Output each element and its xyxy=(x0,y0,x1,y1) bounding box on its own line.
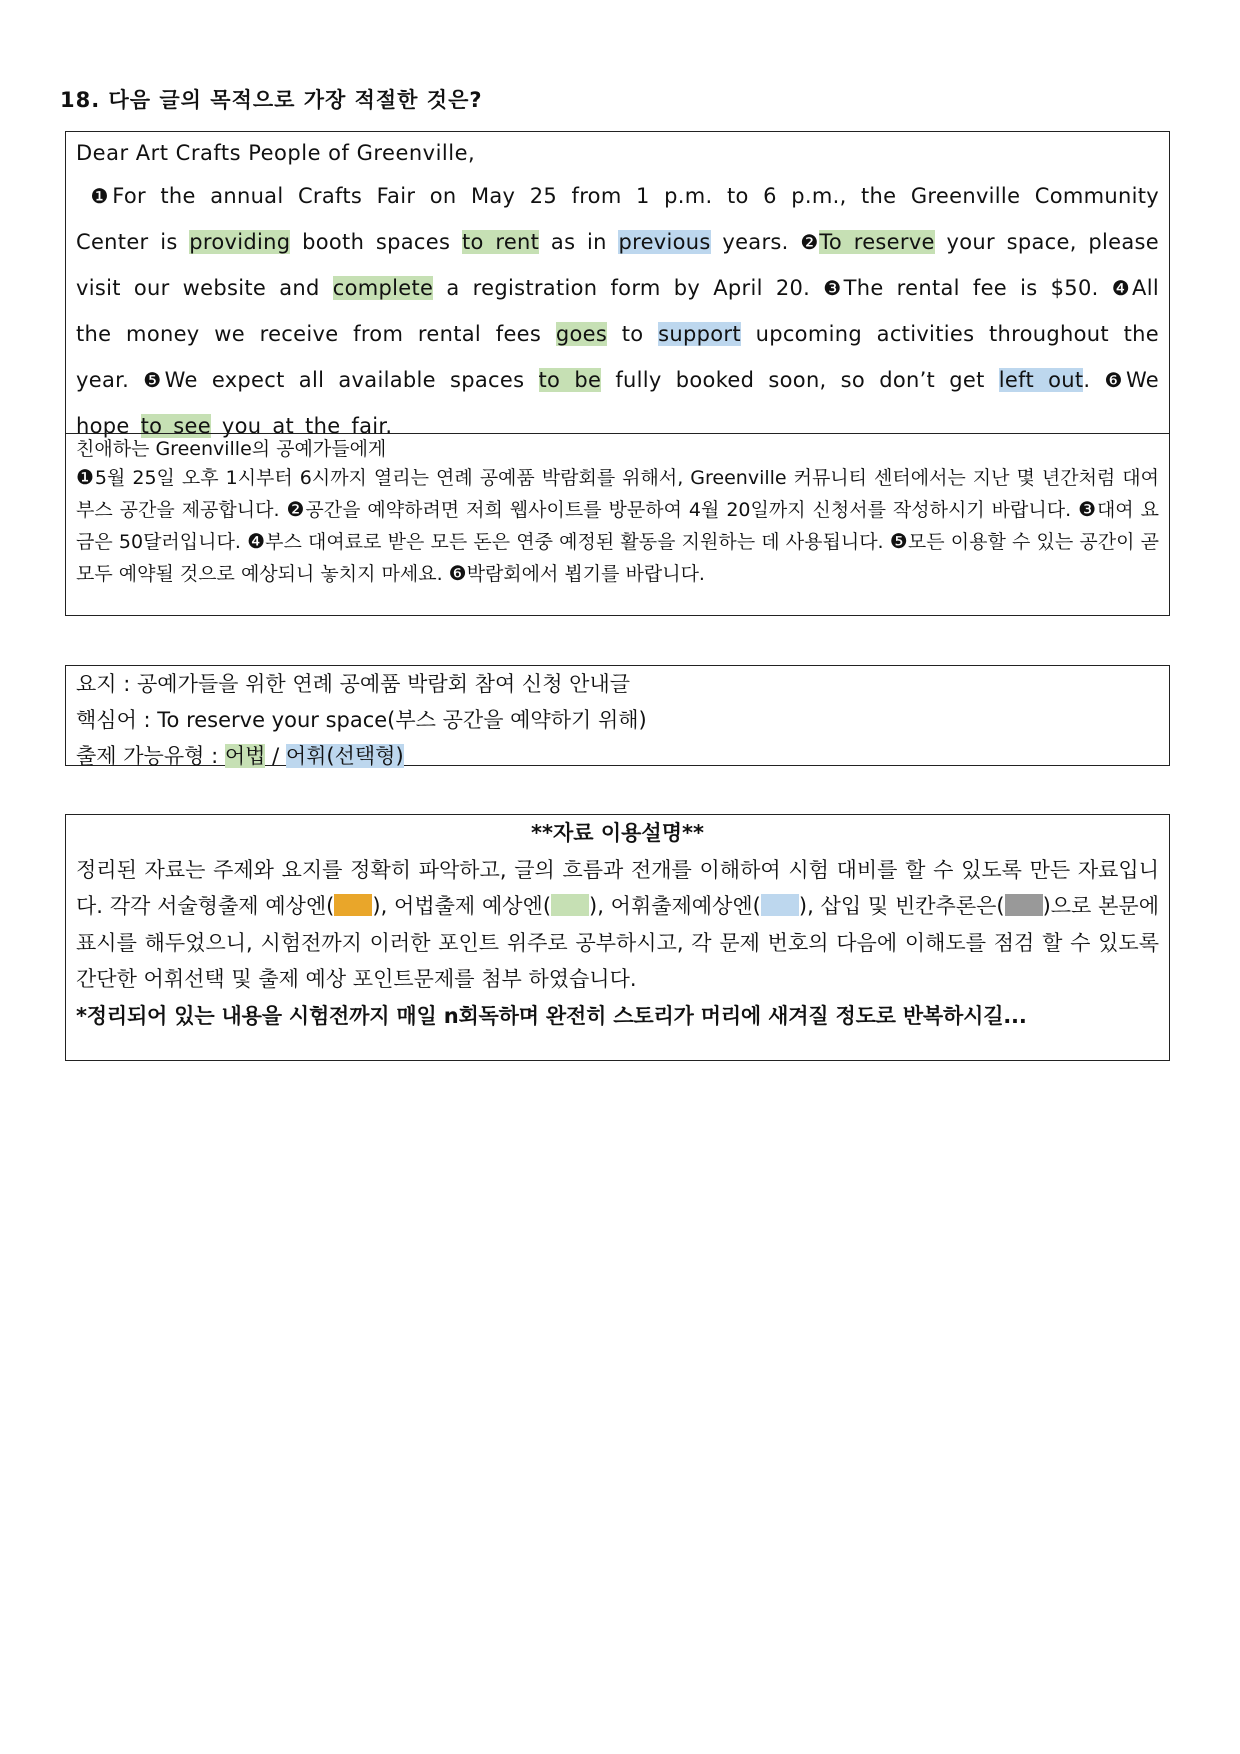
translation-sentence-1: 5월 25일 오후 1시부터 6시까지 열리는 연례 공예품 박람회를 위해서, Greenville 커뮤니티 센터에서는 지난 몇 년간처럼 대여 부스 공간을 제공합니다. xyxy=(76,467,1159,521)
grammar-highlight: to rent xyxy=(461,230,540,254)
sentence-text: years. xyxy=(710,230,801,254)
usage-title: **자료 이용설명** xyxy=(531,821,704,845)
sentence-number-5: ❺ xyxy=(143,368,165,392)
summary-box xyxy=(65,665,1170,766)
grammar-highlight: To reserve xyxy=(819,230,935,254)
sentence-text: upcoming activities throughout the year. xyxy=(76,322,1159,392)
translation-number-5: ❺ xyxy=(889,529,908,553)
grammar-highlight: to see xyxy=(140,414,211,438)
sentence-4-text: All the money we receive from rental fees xyxy=(76,276,1159,346)
passage-salutation: Dear Art Crafts People of Greenville, xyxy=(76,141,476,165)
translation-box xyxy=(65,433,1170,616)
sentence-3-text: The rental fee is $50. xyxy=(843,276,1112,300)
usage-text: ), 어법출제 예상엔( xyxy=(372,894,552,918)
translation-sentence-3: 대여 요금은 50달러입니다. xyxy=(76,499,1159,553)
usage-box xyxy=(65,814,1170,1061)
translation-number-2: ❷ xyxy=(286,497,306,521)
sentence-text: a registration form by April 20. xyxy=(433,276,824,300)
sentence-number-3: ❸ xyxy=(823,276,844,300)
sentence-number-4: ❹ xyxy=(1111,276,1133,300)
sentence-number-6: ❻ xyxy=(1104,368,1126,392)
translation-number-3: ❸ xyxy=(1078,497,1097,521)
translation-number-4: ❹ xyxy=(247,529,266,553)
grammar-color-swatch xyxy=(551,894,589,916)
translation-number-1: ❶ xyxy=(76,465,95,489)
translation-salutation: 친애하는 Greenville의 공예가들에게 xyxy=(76,438,387,460)
grammar-highlight: goes xyxy=(555,322,608,346)
sentence-text: as in xyxy=(539,230,619,254)
grammar-highlight: providing xyxy=(189,230,291,254)
descriptive-color-swatch xyxy=(334,894,372,916)
sentence-number-1: ❶ xyxy=(90,184,113,208)
sentence-number-2: ❷ xyxy=(800,230,820,254)
translation-sentence-5: 모든 이용할 수 있는 공간이 곧 모두 예약될 것으로 예상되니 놓치지 마세요. xyxy=(76,531,1160,585)
usage-final-note: *정리되어 있는 내용을 시험전까지 매일 n회독하며 완전히 스토리가 머리에 새겨질 정도로 반복하시길... xyxy=(76,1003,1027,1028)
sentence-1-text: For the annual Crafts Fair on May 25 from 1 p.m. to 6 p.m., the Greenville Community Center is xyxy=(76,184,1159,254)
sentence-text: you at the fair. xyxy=(210,414,393,438)
usage-text: 정리된 자료는 주제와 요지를 정확히 파악하고, 글의 흐름과 전개를 이해하여 시험 대비를 할 수 있도록 만든 자료입니다. 각각 서술형출제 예상엔( xyxy=(76,857,1159,918)
grammar-highlight: complete xyxy=(332,276,434,300)
translation-number-6: ❻ xyxy=(448,561,467,585)
question-title: 18. 다음 글의 목적으로 가장 적절한 것은? xyxy=(60,88,483,112)
sentence-6-text: We hope xyxy=(76,368,1160,438)
translation-sentence-6: 박람회에서 뵙기를 바랍니다. xyxy=(466,563,705,585)
usage-text: )으로 본문에 표시를 해두었으니, 시험전까지 이러한 포인트 위주로 공부하시고, 각 문제 번호의 다음에 이해도를 점검 할 수 있도록 간단한 어휘선택 및 출제 예상 포인트문제를 첨부 하였습니다. xyxy=(76,894,1159,991)
usage-description xyxy=(76,852,1159,998)
grammar-highlight: to be xyxy=(538,368,602,392)
sentence-text: . xyxy=(1083,368,1105,392)
summary-keyword: 핵심어 : To reserve your space(부스 공간을 예약하기 위해) xyxy=(76,708,647,732)
sentence-5-text: We expect all available spaces xyxy=(164,368,539,392)
summary-gist: 요지 : 공예가들을 위한 연례 공예품 박람회 참여 신청 안내글 xyxy=(76,672,631,696)
vocab-highlight: previous xyxy=(618,230,711,254)
translation-sentence-4: 부스 대여료로 받은 모든 돈은 연중 예정된 활동을 지원하는 데 사용됩니다. xyxy=(265,531,890,553)
type-vocabulary: 어휘(선택형) xyxy=(285,744,404,768)
translation-sentence-2: 공간을 예약하려면 저희 웹사이트를 방문하여 4월 20일까지 신청서를 작성하시기 바랍니다. xyxy=(305,499,1079,521)
sentence-text: fully booked soon, so don’t get xyxy=(601,368,999,392)
passage-box xyxy=(65,131,1170,438)
sentence-text: your space, please visit our website and xyxy=(76,230,1160,300)
passage-body xyxy=(76,173,1159,449)
sentence-text: to xyxy=(607,322,659,346)
usage-text: ), 어휘출제예상엔( xyxy=(589,894,761,918)
usage-text: ), 삽입 및 빈칸추론은( xyxy=(798,894,1005,918)
translation-body xyxy=(76,462,1159,590)
type-grammar: 어법 xyxy=(224,744,266,768)
vocab-highlight: left out xyxy=(998,368,1084,392)
insertion-blank-color-swatch xyxy=(1005,894,1043,916)
summary-types xyxy=(76,738,1159,774)
type-separator: / xyxy=(265,744,286,768)
sentence-text: booth spaces xyxy=(290,230,462,254)
vocab-highlight: support xyxy=(658,322,741,346)
summary-types-label: 출제 가능유형 : xyxy=(76,744,225,768)
vocabulary-color-swatch xyxy=(761,894,799,916)
